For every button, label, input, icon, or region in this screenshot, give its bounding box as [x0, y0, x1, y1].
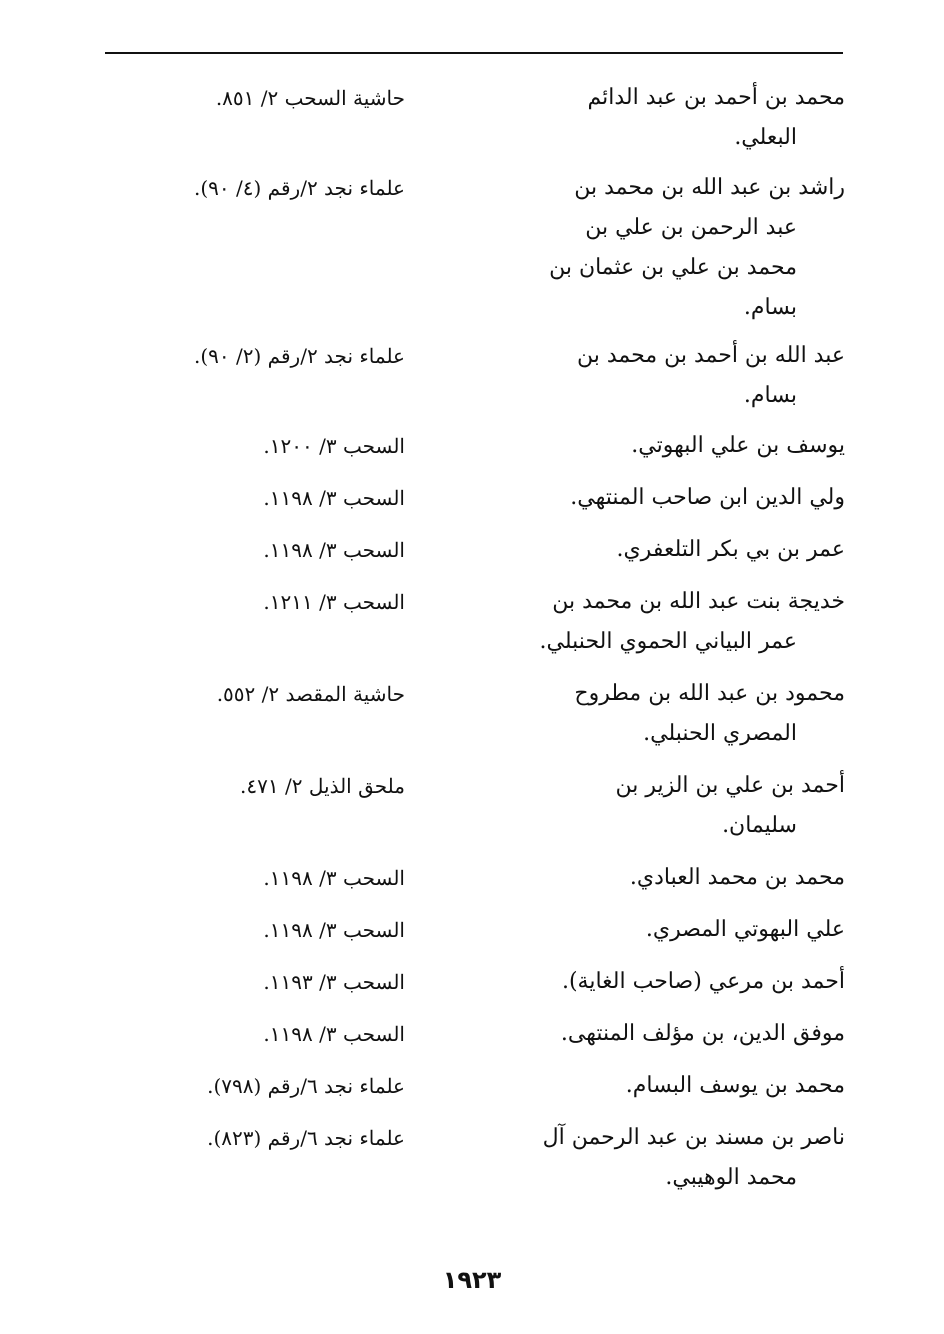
entry-name	[515, 478, 845, 518]
entry-row	[100, 336, 845, 416]
entry-source: السحب ٣/ ١١٩٣.	[263, 970, 405, 994]
entry-name	[515, 674, 845, 754]
entry-name-line: محمد بن علي بن عثمان بن	[549, 255, 797, 280]
entry-name	[515, 336, 845, 416]
entry-source: السحب ٣/ ١١٩٨.	[263, 538, 405, 562]
entry-source: ملحق الذيل ٢/ ٤٧١.	[240, 774, 405, 798]
entry-name	[515, 1118, 845, 1198]
entry-name	[515, 1066, 845, 1106]
entry-name-line: عمر بن بي بكر التلعفري.	[616, 537, 845, 562]
entry-source: السحب ٣/ ١٢٠٠.	[263, 434, 405, 458]
entry-row	[100, 766, 845, 846]
entry-source: السحب ٣/ ١١٩٨.	[263, 1022, 405, 1046]
entry-source: السحب ٣/ ١٢١١.	[263, 590, 405, 614]
entry-name-line: بسام.	[743, 295, 797, 320]
entry-name-line: موفق الدين، بن مؤلف المنتهى.	[560, 1021, 845, 1046]
entry-name-line: المصري الحنبلي.	[643, 721, 797, 746]
entry-source: علماء نجد ٦/رقم (٧٩٨).	[207, 1074, 405, 1098]
entry-name-line: محمد الوهيبي.	[665, 1165, 797, 1190]
entry-row	[100, 910, 845, 950]
entry-name-line: محمد بن محمد العبادي.	[629, 865, 845, 890]
page-number: ١٩٢٣	[442, 1266, 502, 1294]
entry-name	[515, 78, 845, 158]
entry-source: حاشية المقصد ٢/ ٥٥٢.	[216, 682, 405, 706]
entry-name-line: أحمد بن مرعي (صاحب الغاية).	[561, 969, 845, 994]
entry-name-line: البعلي.	[734, 125, 797, 150]
entry-name-line: راشد بن عبد الله بن محمد بن	[574, 175, 845, 200]
entry-source: علماء نجد ٢/رقم (٢/ ٩٠).	[193, 344, 405, 368]
entry-name-line: محمود بن عبد الله بن مطروح	[574, 681, 845, 706]
entry-name-line: محمد بن أحمد بن عبد الدائم	[587, 85, 845, 110]
entry-row	[100, 78, 845, 158]
entry-name-line: علي البهوتي المصري.	[645, 917, 845, 942]
entry-row	[100, 168, 845, 328]
entry-row	[100, 582, 845, 662]
entry-source: علماء نجد ٦/رقم (٨٢٣).	[207, 1126, 405, 1150]
entry-source: علماء نجد ٢/رقم (٤/ ٩٠).	[193, 176, 405, 200]
entry-name-line: أحمد بن علي بن الزير بن	[615, 773, 845, 798]
entry-name	[515, 582, 845, 662]
entry-name	[515, 530, 845, 570]
entry-name	[515, 1014, 845, 1054]
entry-source: حاشية السحب ٢/ ٨٥١.	[215, 86, 405, 110]
entry-name-line: سليمان.	[722, 813, 797, 838]
entry-row	[100, 1014, 845, 1054]
entry-row	[100, 426, 845, 466]
entry-source: السحب ٣/ ١١٩٨.	[263, 918, 405, 942]
entries-list	[100, 78, 845, 1198]
entry-row	[100, 858, 845, 898]
entry-name-line: عبد الرحمن بن علي بن	[585, 215, 797, 240]
entry-name	[515, 426, 845, 466]
entry-source: السحب ٣/ ١١٩٨.	[263, 486, 405, 510]
entry-name-line: بسام.	[743, 383, 797, 408]
entry-name	[515, 766, 845, 846]
entry-name	[515, 910, 845, 950]
entry-name-line: ناصر بن مسند بن عبد الرحمن آل	[542, 1125, 845, 1150]
entry-name-line: خديجة بنت عبد الله بن محمد بن	[552, 589, 845, 614]
entry-row	[100, 674, 845, 754]
entry-name	[515, 858, 845, 898]
top-rule	[105, 52, 843, 54]
entry-source: السحب ٣/ ١١٩٨.	[263, 866, 405, 890]
entry-row	[100, 530, 845, 570]
entry-name	[515, 962, 845, 1002]
entry-row	[100, 1066, 845, 1106]
entry-name-line: عمر البياني الحموي الحنبلي.	[539, 629, 797, 654]
entry-name-line: ولي الدين ابن صاحب المنتهي.	[570, 485, 845, 510]
entry-name-line: يوسف بن علي البهوتي.	[631, 433, 845, 458]
entry-row	[100, 478, 845, 518]
entry-name-line: محمد بن يوسف البسام.	[625, 1073, 845, 1098]
entry-name-line: عبد الله بن أحمد بن محمد بن	[576, 343, 845, 368]
entry-row	[100, 1118, 845, 1198]
entry-row	[100, 962, 845, 1002]
entry-name	[515, 168, 845, 328]
